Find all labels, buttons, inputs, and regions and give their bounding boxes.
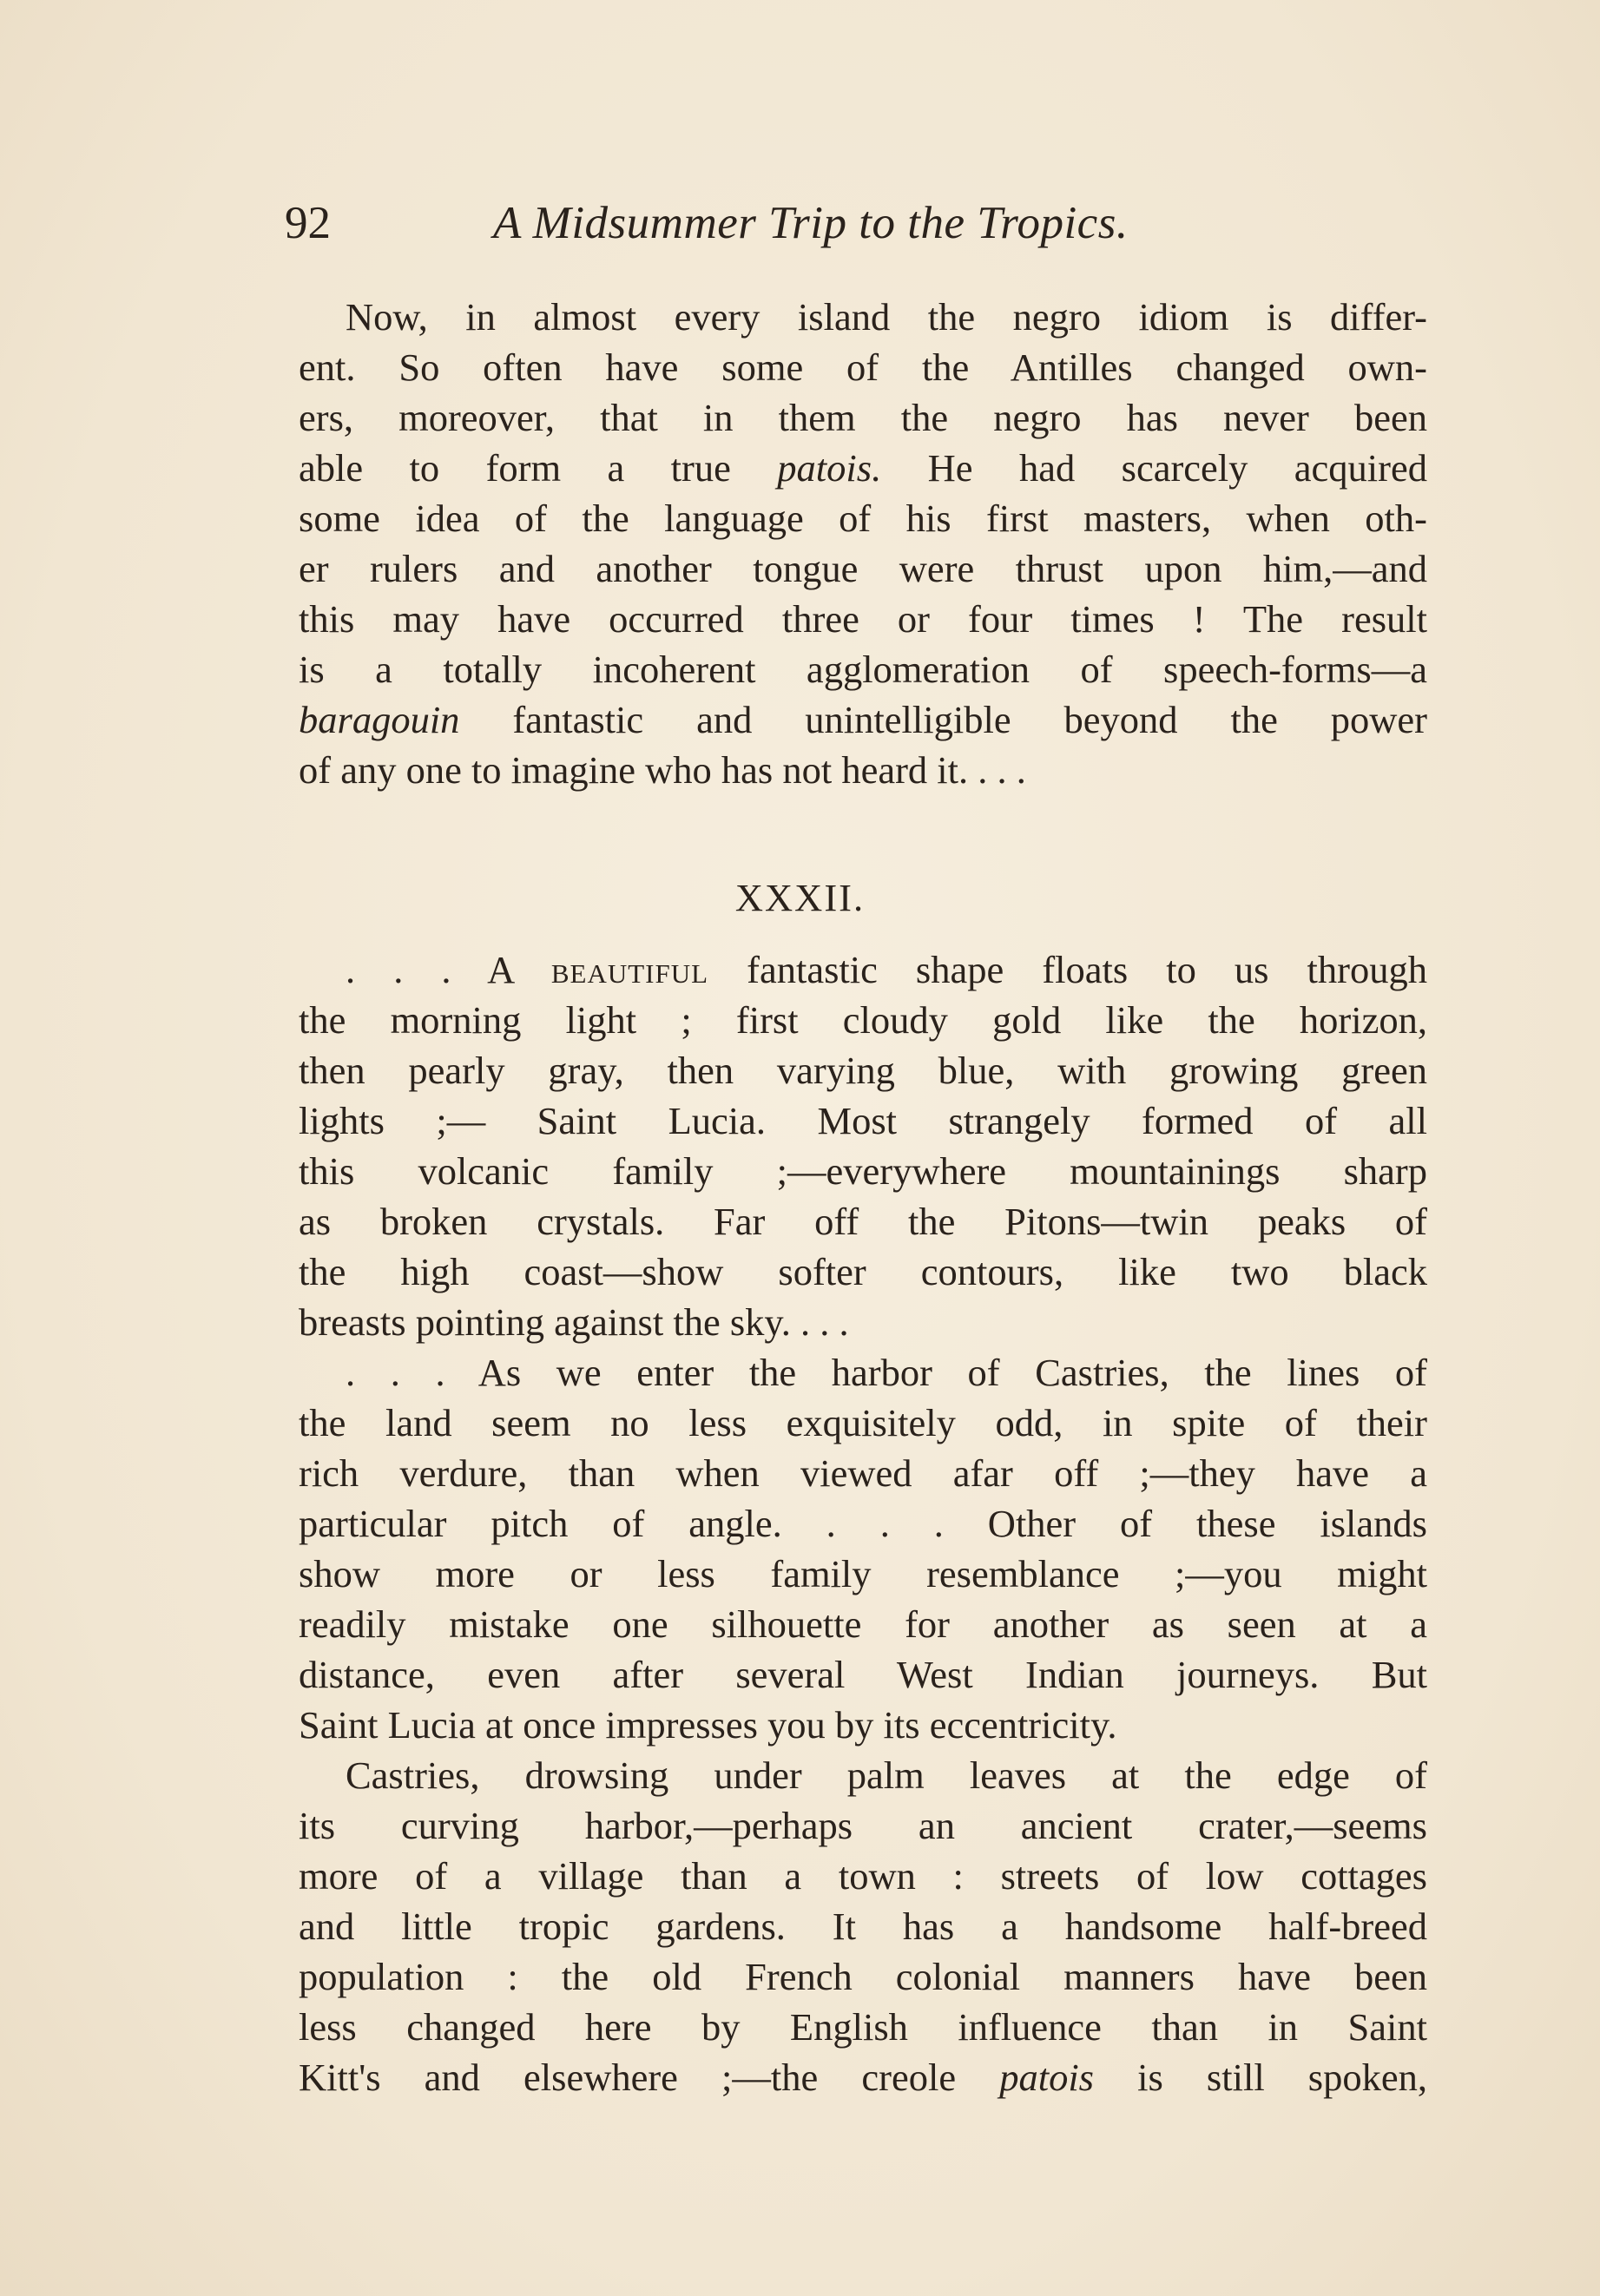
paragraph-1-line-3: ers, moreover, that in them the negro has never been bbox=[299, 396, 1427, 439]
small-caps-word: beautiful bbox=[550, 948, 709, 991]
paragraph-4-line-7 bbox=[299, 2051, 1427, 2103]
italic-word-patois: patois bbox=[999, 2056, 1094, 2099]
paragraph-2-line-1 bbox=[346, 944, 1427, 996]
text-run: Kitt's and elsewhere ;—the creole bbox=[299, 2056, 1000, 2099]
italic-word-baragouin: baragouin bbox=[299, 698, 460, 741]
paragraph-4-line-2: its curving harbor,—perhaps an ancient crater,—seems bbox=[299, 1804, 1427, 1847]
page-number: 92 bbox=[285, 198, 331, 248]
running-title: A Midsummer Trip to the Tropics. bbox=[493, 198, 1129, 248]
paragraph-2-line-2: the morning light ; first cloudy gold like the horizon, bbox=[299, 998, 1427, 1042]
paragraph-2-line-6: as broken crystals. Far off the Pitons—twin peaks of bbox=[299, 1200, 1427, 1243]
paragraph-4-line-5: population : the old French colonial manners have been bbox=[299, 1955, 1427, 1998]
paragraph-1-line-9 bbox=[299, 694, 1427, 746]
paragraph-4-line-6: less changed here by English influence than in Saint bbox=[299, 2005, 1427, 2049]
paragraph-3-line-2: the land seem no less exquisitely odd, in spite of their bbox=[299, 1401, 1427, 1444]
paragraph-1-line-8: is a totally incoherent agglomeration of speech-forms—a bbox=[299, 648, 1427, 691]
paragraph-2-line-8: breasts pointing against the sky. . . . bbox=[299, 1300, 849, 1344]
paragraph-1-line-7: this may have occurred three or four times ! The result bbox=[299, 597, 1427, 641]
paragraph-3-line-3: rich verdure, than when viewed afar off ;—they have a bbox=[299, 1451, 1427, 1495]
paragraph-3-line-7: distance, even after several West Indian journeys. But bbox=[299, 1653, 1427, 1696]
paragraph-4-line-1: Castries, drowsing under palm leaves at the edge of bbox=[346, 1753, 1427, 1797]
paragraph-4-line-4: and little tropic gardens. It has a handsome half-breed bbox=[299, 1905, 1427, 1948]
paragraph-3-line-6: readily mistake one silhouette for another as seen at a bbox=[299, 1602, 1427, 1646]
paragraph-2-line-5: this volcanic family ;—everywhere mountainings sharp bbox=[299, 1149, 1427, 1193]
text-run: is still spoken, bbox=[1094, 2056, 1427, 2099]
paragraph-1-line-6: er rulers and another tongue were thrust upon him,—and bbox=[299, 547, 1427, 590]
paragraph-1-line-4 bbox=[299, 442, 1427, 494]
paragraph-2-line-4: lights ;— Saint Lucia. Most strangely formed of all bbox=[299, 1099, 1427, 1142]
paragraph-3-line-5: show more or less family resemblance ;—you might bbox=[299, 1552, 1427, 1595]
paragraph-4-line-3: more of a village than a town : streets of low cottages bbox=[299, 1854, 1427, 1898]
text-run: fantastic and unintelligible beyond the power bbox=[459, 698, 1427, 741]
italic-word-patois: patois. bbox=[777, 446, 882, 490]
paragraph-1-line-10: of any one to imagine who has not heard it. . . . bbox=[299, 748, 1026, 792]
paragraph-3-line-4: particular pitch of angle. . . . Other of these islands bbox=[299, 1502, 1427, 1545]
text-run: He had scarcely acquired bbox=[881, 446, 1427, 490]
text-run: fantastic shape floats to us through bbox=[708, 948, 1427, 991]
section-heading: XXXII. bbox=[734, 876, 866, 919]
paragraph-2-line-3: then pearly gray, then varying blue, with growing green bbox=[299, 1049, 1427, 1092]
paragraph-1-line-1: Now, in almost every island the negro idiom is differ- bbox=[346, 295, 1427, 339]
text-run: . . . A bbox=[346, 948, 551, 991]
paragraph-1-line-2: ent. So often have some of the Antilles changed own- bbox=[299, 345, 1427, 389]
running-head bbox=[285, 193, 1283, 253]
text-run: able to form a true bbox=[299, 446, 778, 490]
paragraph-2-line-7: the high coast—show softer contours, like two black bbox=[299, 1250, 1427, 1293]
paragraph-1-line-5: some idea of the language of his first masters, when oth- bbox=[299, 497, 1427, 540]
paragraph-3-line-8: Saint Lucia at once impresses you by its eccentricity. bbox=[299, 1703, 1117, 1747]
paragraph-3-line-1: . . . As we enter the harbor of Castries, the lines of bbox=[346, 1351, 1427, 1394]
